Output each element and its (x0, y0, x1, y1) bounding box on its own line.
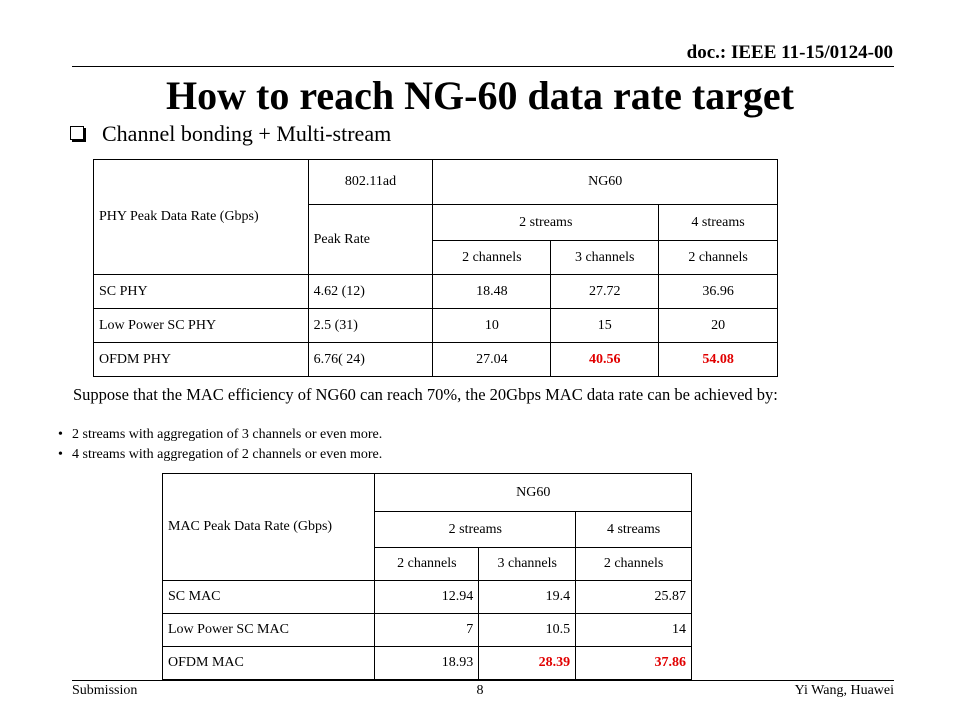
document-id: doc.: IEEE 11-15/0124-00 (686, 42, 893, 63)
mac-2-channels-a: 2 channels (375, 548, 479, 581)
mac-2-streams: 2 streams (375, 512, 576, 548)
bullet-dot-icon: • (58, 427, 63, 442)
table-row (163, 581, 692, 614)
phy-4-streams: 4 streams (659, 205, 778, 241)
cell-value: 20 (659, 309, 778, 343)
mac-2-channels-b: 2 channels (576, 548, 692, 581)
table-row (163, 647, 692, 680)
mac-peak-rate-table (162, 473, 692, 680)
table-row (163, 614, 692, 647)
list-item-text: 4 streams with aggregation of 2 channels or even more. (72, 447, 383, 462)
note-bullet-list (58, 425, 382, 465)
footer-author: Yi Wang, Huawei (794, 683, 894, 698)
page-number: 8 (476, 683, 484, 698)
row-label: OFDM MAC (163, 647, 375, 680)
ad-value: 6.76( 24) (308, 343, 433, 377)
phy-peak-rate-label: Peak Rate (308, 205, 433, 275)
bullet-heading-text: Channel bonding + Multi-stream (102, 121, 392, 146)
cell-value: 18.93 (375, 647, 479, 680)
mac-efficiency-note: Suppose that the MAC efficiency of NG60 can reach 70%, the 20Gbps MAC data rate can be achieved by: (73, 385, 778, 404)
cell-value-highlight: 54.08 (659, 343, 778, 377)
mac-4-streams: 4 streams (576, 512, 692, 548)
phy-peak-rate-table (93, 159, 778, 377)
footer-divider (72, 680, 894, 681)
bullet-heading (70, 120, 391, 148)
table-row (94, 309, 778, 343)
cell-value: 27.72 (551, 275, 659, 309)
list-item (58, 425, 382, 445)
ad-value: 2.5 (31) (308, 309, 433, 343)
phy-col-ng60: NG60 (433, 160, 778, 205)
row-label: OFDM PHY (94, 343, 309, 377)
row-label: SC MAC (163, 581, 375, 614)
checkbox-bullet-icon (70, 126, 84, 140)
cell-value-highlight: 28.39 (479, 647, 576, 680)
cell-value: 10 (433, 309, 551, 343)
row-label: Low Power SC PHY (94, 309, 309, 343)
footer-submission: Submission (72, 683, 138, 698)
cell-value: 10.5 (479, 614, 576, 647)
phy-3-channels: 3 channels (551, 241, 659, 275)
cell-value: 19.4 (479, 581, 576, 614)
row-label: SC PHY (94, 275, 309, 309)
phy-2-channels-b: 2 channels (659, 241, 778, 275)
cell-value: 25.87 (576, 581, 692, 614)
cell-value-highlight: 37.86 (576, 647, 692, 680)
phy-col-80211ad: 802.11ad (308, 160, 433, 205)
slide-title: How to reach NG-60 data rate target (166, 73, 794, 118)
phy-table-corner: PHY Peak Data Rate (Gbps) (94, 160, 309, 275)
bullet-dot-icon: • (58, 447, 63, 462)
cell-value: 18.48 (433, 275, 551, 309)
cell-value: 12.94 (375, 581, 479, 614)
list-item (58, 445, 382, 465)
row-label: Low Power SC MAC (163, 614, 375, 647)
list-item-text: 2 streams with aggregation of 3 channels or even more. (72, 427, 383, 442)
mac-table-corner: MAC Peak Data Rate (Gbps) (163, 474, 375, 581)
mac-3-channels: 3 channels (479, 548, 576, 581)
ad-value: 4.62 (12) (308, 275, 433, 309)
cell-value: 27.04 (433, 343, 551, 377)
table-row (94, 275, 778, 309)
cell-value: 36.96 (659, 275, 778, 309)
header-divider (72, 66, 894, 67)
cell-value: 15 (551, 309, 659, 343)
phy-2-streams: 2 streams (433, 205, 659, 241)
phy-2-channels-a: 2 channels (433, 241, 551, 275)
cell-value: 14 (576, 614, 692, 647)
cell-value: 7 (375, 614, 479, 647)
cell-value-highlight: 40.56 (551, 343, 659, 377)
mac-col-ng60: NG60 (375, 474, 692, 512)
table-row (94, 343, 778, 377)
